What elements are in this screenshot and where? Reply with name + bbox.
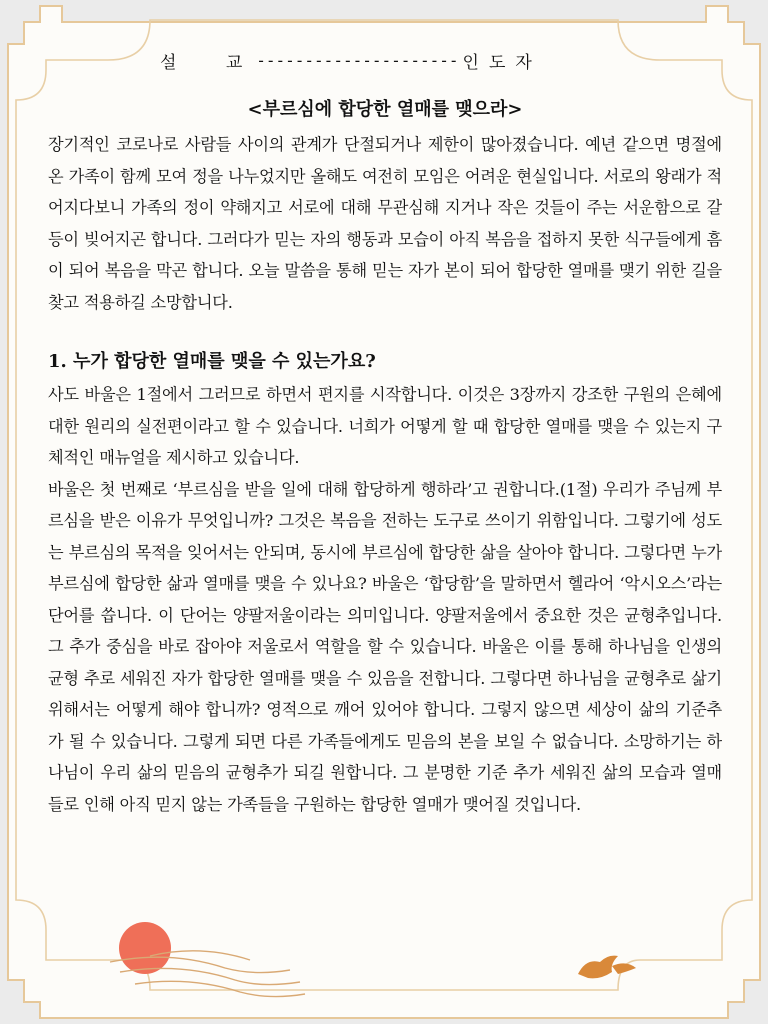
header-line — [48, 46, 722, 74]
section-heading: 1. 누가 합당한 열매를 맺을 수 있는가요? — [48, 351, 376, 372]
sun-decoration — [119, 922, 171, 974]
intro-paragraph: 장기적인 코로나로 사람들 사이의 관계가 단절되거나 제한이 많아졌습니다. 예년 같으면 명절에 온 가족이 함께 모여 정을 나누었지만 올해도 여전히 모임은 어려운 현실입니다. 서로의 왕래가 적어지다보니 가족의 정이 약해지고 서로에 대해 무관심해 지거나 작은 것들이 주는 서운함으로 갈등이 빚어지곤 합니다. 그러다가 믿는 자의 행동과 모습이 아직 복음을 접하지 못한 식구들에게 흠이 되어 복음을 막곤 합니다. 오늘 말씀을 통해 믿는 자가 본이 되어 합당한 열매를 맺기 위한 길을 찾고 적용하길 소망합니다. — [48, 135, 722, 312]
header-divider: --------------------- — [256, 50, 459, 70]
body-paragraph-2: 바울은 첫 번째로 ‘부르심을 받을 일에 대해 합당하게 행하라’고 권합니다.(1절) 우리가 주님께 부르심을 받은 이유가 무엇입니까? 그것은 복음을 전하는 도구로 쓰이기 위함입니다. 그렇기에 성도는 부르심의 목적을 잊어서는 안되며, 동시에 부르심에 합당한 삶을 살아야 합니다. 그렇다면 누가 부르심에 합당한 삶과 열매를 맺을 수 있나요? 바울은 ‘합당함’을 말하면서 헬라어 ‘악시오스’라는 단어를 씁니다. 이 단어는 양팔저울이라는 의미입니다. 양팔저울에서 중요한 것은 균형추입니다. 그 추가 중심을 바로 잡아야 저울로서 역할을 할 수 있습니다. 바울은 이를 통해 하나님을 인생의 균형 추로 세워진 자가 합당한 열매를 맺을 수 있음을 전합니다. 그렇다면 하나님을 균형추로 삶기 위해서는 어떻게 해야 합니까? 영적으로 깨어 있어야 합니다. 그렇지 않으면 세상이 삶의 기준추가 될 수 있습니다. 그렇게 되면 다른 가족들에게도 믿음의 본을 보일 수 없습니다. 소망하기는 하나님이 우리 삶의 믿음의 균형추가 되길 원합니다. 그 분명한 기준 추가 세워진 삶의 모습과 열매들로 인해 아직 믿지 않는 가족들을 구원하는 합당한 열매가 맺어질 것입니다. — [48, 479, 722, 814]
sermon-title: <부르심에 합당한 열매를 맺으라> — [247, 99, 523, 120]
author-label: 인도자 — [462, 52, 542, 73]
sermon-label: 설 교 — [160, 52, 265, 73]
sermon-document — [48, 46, 722, 820]
body-paragraph-1: 사도 바울은 1절에서 그러므로 하면서 편지를 시작합니다. 이것은 3장까지 강조한 구원의 은혜에 대한 원리의 실전편이라고 할 수 있습니다. 너희가 어떻게 할 때 합당한 열매를 맺을 수 있는지 구체적인 매뉴얼을 제시하고 있습니다. — [48, 385, 722, 467]
